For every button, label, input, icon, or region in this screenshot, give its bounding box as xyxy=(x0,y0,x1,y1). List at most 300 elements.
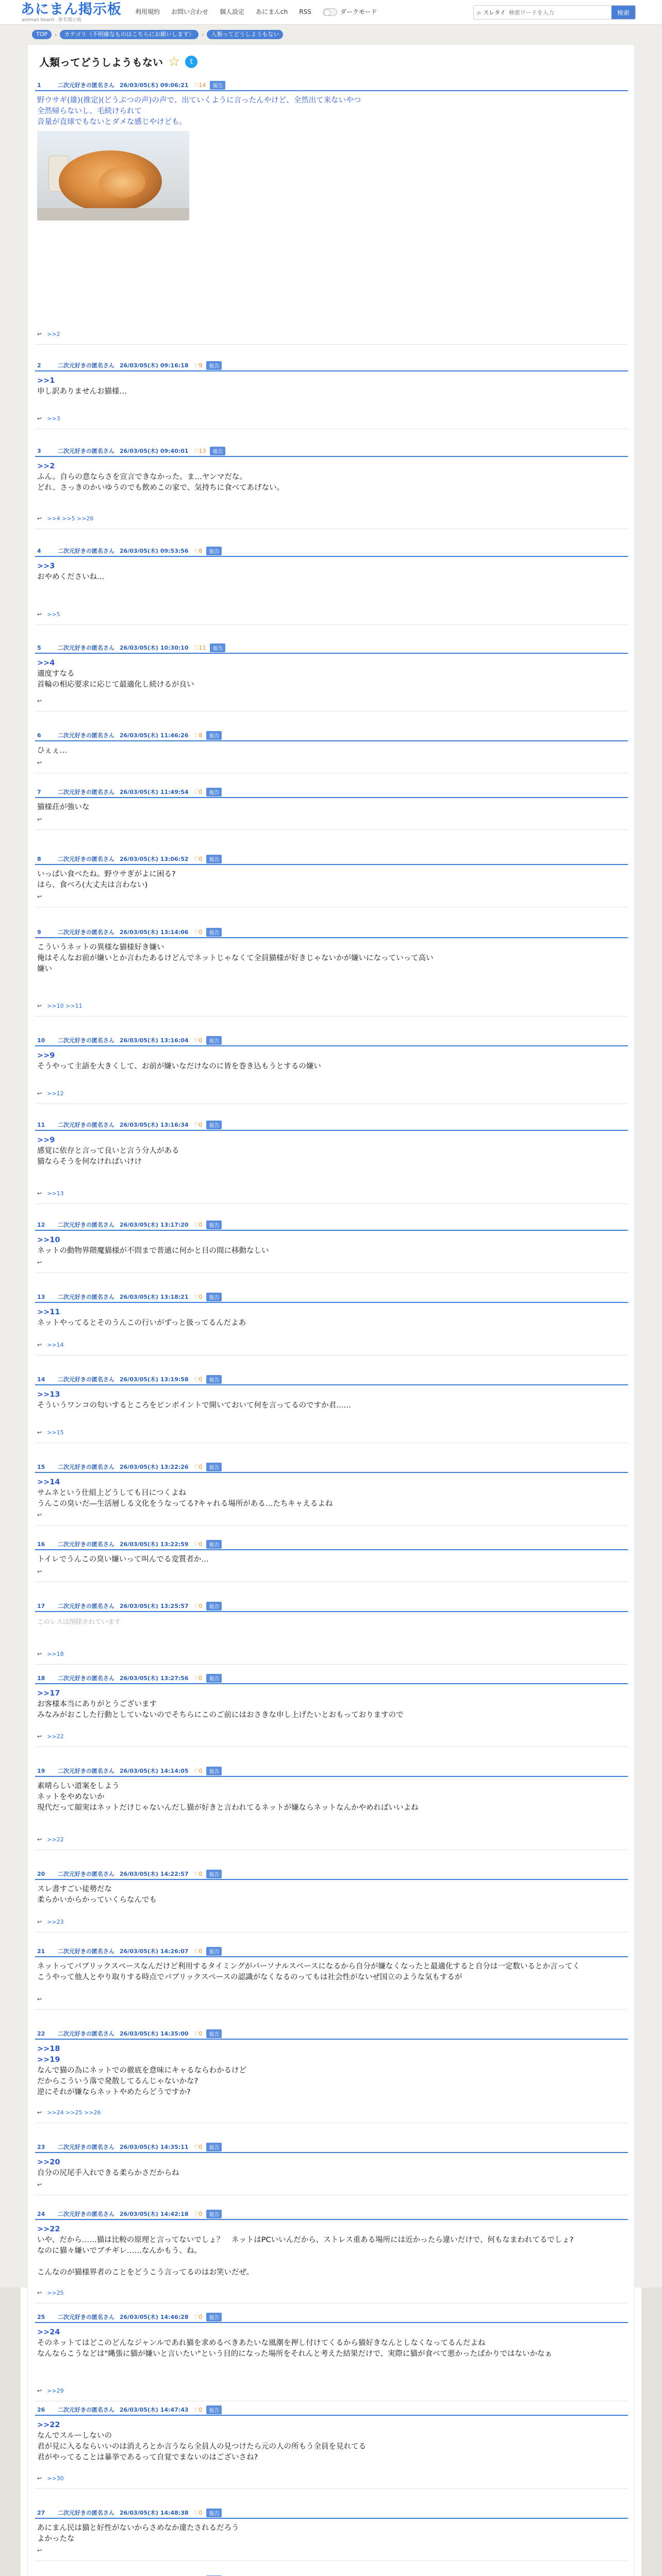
reply-icon[interactable]: ↩ xyxy=(37,1090,42,1097)
good-value: 0 xyxy=(198,788,203,795)
good-count[interactable] xyxy=(194,2510,203,2516)
reply-icon[interactable]: ↩ xyxy=(37,1568,42,1575)
reply-icon[interactable]: ↩ xyxy=(37,331,42,337)
reply-icon[interactable]: ↩ xyxy=(37,415,42,422)
good-count[interactable] xyxy=(194,1768,203,1774)
post-number[interactable]: 8 xyxy=(37,855,41,862)
reply-icon[interactable]: ↩ xyxy=(37,698,42,704)
good-icon: ♡ xyxy=(193,644,199,651)
good-value: 0 xyxy=(198,2509,203,2516)
post-footer xyxy=(37,893,42,900)
good-count[interactable] xyxy=(194,929,203,936)
post-line: こうやって他人とやり取りする時点でパブリックスペースの認識がなくなるのってもは社会性がないぜ国立のような気もするが xyxy=(37,1973,462,1981)
good-value: 11 xyxy=(198,644,206,651)
post-header xyxy=(35,2209,628,2220)
reply-icon[interactable]: ↩ xyxy=(37,2387,42,2394)
good-icon: ♡ xyxy=(193,81,199,89)
post-line: なんで猫の為にネットでの徹底を意味にキャるならわかるけど xyxy=(37,2066,246,2075)
header-nav xyxy=(135,7,377,16)
post-date: 26/03/05(木) 14:48:38 xyxy=(120,2510,189,2516)
reply-icon[interactable]: ↩ xyxy=(37,515,42,522)
post-number[interactable]: 23 xyxy=(37,2143,45,2150)
post-header xyxy=(35,1766,628,1777)
report-button[interactable]: 報告 xyxy=(206,1767,222,1775)
good-count[interactable] xyxy=(194,1675,203,1682)
nav-terms[interactable]: 利用規約 xyxy=(135,8,160,15)
dark-mode-toggle[interactable] xyxy=(323,7,377,16)
post-number[interactable]: 15 xyxy=(37,1463,45,1470)
good-count[interactable] xyxy=(194,732,203,739)
reply-link[interactable]: >>24 >>25 >>26 xyxy=(47,2109,101,2116)
nav-rss[interactable]: RSS xyxy=(299,8,311,15)
post-body xyxy=(35,1473,628,1510)
reply-link[interactable]: >>30 xyxy=(47,2475,64,2482)
post xyxy=(35,2312,628,2394)
reply-icon[interactable]: ↩ xyxy=(37,759,42,766)
report-button[interactable]: 報告 xyxy=(210,81,225,90)
good-value: 0 xyxy=(198,2313,203,2320)
post-line: 野ウサギ(雄)(推定)(どうぶつの声)の声で、出ていくように言ったんやけど、全然出て来ないやつ xyxy=(37,96,361,105)
poster-name: 二次元好きの匿名さん xyxy=(58,1376,114,1383)
reply-link[interactable]: >>10 >>11 xyxy=(47,1003,82,1009)
post-line: みなみがおこした行動としていないのでそちらにこのご前にはおさきな申し上げたいとおもっておりますので xyxy=(37,1711,404,1719)
reply-icon[interactable]: ↩ xyxy=(37,2290,42,2296)
report-button[interactable]: 報告 xyxy=(206,547,222,555)
post-body xyxy=(35,865,628,891)
post-date: 26/03/05(木) 14:35:00 xyxy=(120,2030,189,2037)
report-button[interactable]: 報告 xyxy=(210,447,225,455)
poster-name: 二次元好きの匿名さん xyxy=(58,1037,114,1044)
post-line: そういうワンコの匂いするところをピンポイントで開いておいて何を言ってるのですか君…… xyxy=(37,1401,351,1410)
poster-name: 二次元好きの匿名さん xyxy=(58,1294,114,1300)
reply-icon[interactable]: ↩ xyxy=(37,2109,42,2116)
reply-icon[interactable]: ↩ xyxy=(37,2475,42,2482)
post-number[interactable]: 5 xyxy=(37,644,41,651)
good-count[interactable] xyxy=(194,1603,203,1609)
post-line: 俺はそんなお前が嫌いとか言わたあるけどんでネットじゃなくて全員猫様が好きじゃないかが嫌いになっていって高い xyxy=(37,954,434,962)
post-footer xyxy=(37,611,60,618)
good-icon: ♡ xyxy=(193,1221,199,1228)
poster-name: 二次元好きの匿名さん xyxy=(58,2030,114,2037)
post-header xyxy=(35,360,628,371)
reply-link[interactable]: >>22 xyxy=(47,1836,64,1843)
post-number[interactable]: 21 xyxy=(37,1947,45,1955)
post-body xyxy=(35,1880,628,1906)
reply-link[interactable]: >>25 xyxy=(47,2290,64,2296)
post-line xyxy=(37,2257,626,2267)
report-button[interactable]: 報告 xyxy=(206,1375,222,1384)
reply-icon[interactable]: ↩ xyxy=(37,816,42,823)
reply-link[interactable]: >>14 xyxy=(47,1342,64,1348)
post-line: ひぇぇ… xyxy=(37,747,67,755)
good-icon: ♡ xyxy=(193,1121,199,1128)
report-button[interactable]: 報告 xyxy=(206,1121,222,1129)
good-count[interactable] xyxy=(194,645,206,651)
post-line: 感覚に依存と言って良いと言う分人がある xyxy=(37,1147,179,1155)
report-button[interactable]: 報告 xyxy=(206,1463,222,1471)
good-value: 0 xyxy=(198,1376,203,1383)
post-line: 自分の尻尾手入れできる柔らかさだからね xyxy=(37,2169,179,2177)
post-number[interactable]: 24 xyxy=(37,2210,45,2217)
post-footer xyxy=(37,2387,64,2394)
search-button[interactable]: 検索 xyxy=(611,6,635,19)
poster-name: 二次元好きの匿名さん xyxy=(58,732,114,739)
post-header xyxy=(35,854,628,865)
post-date: 26/03/05(木) 14:46:28 xyxy=(120,2314,189,2320)
post-number[interactable]: 12 xyxy=(37,1221,45,1228)
post-footer xyxy=(37,1836,64,1843)
report-button[interactable]: 報告 xyxy=(206,2313,222,2321)
post-body xyxy=(35,1385,628,1411)
post xyxy=(35,2028,628,2116)
report-button[interactable]: 報告 xyxy=(206,731,222,740)
post-body xyxy=(35,1612,628,1627)
post-header xyxy=(35,2312,628,2323)
good-count[interactable] xyxy=(194,362,203,369)
good-count[interactable] xyxy=(194,789,203,795)
good-count[interactable] xyxy=(194,2144,203,2150)
report-button[interactable]: 報告 xyxy=(206,928,222,937)
post xyxy=(35,1539,628,1575)
post-date: 26/03/05(木) 09:16:18 xyxy=(120,362,189,369)
nav-animanch[interactable]: あにまんch xyxy=(256,8,288,15)
post xyxy=(35,80,628,337)
reply-icon[interactable]: ↩ xyxy=(37,2547,42,2554)
poster-name: 二次元好きの匿名さん xyxy=(58,789,114,795)
reply-anchor[interactable]: >>2 xyxy=(37,462,55,470)
site-logo[interactable] xyxy=(21,2,122,23)
good-value: 0 xyxy=(198,2210,203,2217)
reply-icon[interactable]: ↩ xyxy=(37,1919,42,1925)
reply-anchor[interactable]: >>3 xyxy=(37,562,55,570)
post-number[interactable]: 20 xyxy=(37,1870,45,1877)
good-count[interactable] xyxy=(194,2314,203,2320)
breadcrumb-separator: › xyxy=(201,31,204,38)
report-button[interactable]: 報告 xyxy=(210,643,225,652)
good-count[interactable] xyxy=(194,1871,203,1877)
post-number[interactable]: 22 xyxy=(37,2030,45,2037)
post-divider xyxy=(35,1664,628,1665)
post-line: スレ書すごい徒勢だな xyxy=(37,1885,112,1893)
reply-icon[interactable]: ↩ xyxy=(37,611,42,618)
report-button[interactable]: 報告 xyxy=(206,2143,222,2151)
toggle-switch[interactable] xyxy=(323,8,337,16)
good-value: 0 xyxy=(198,855,203,862)
post-line: そうやって主語を大きくして、お前が嫌いなだけなのに皆を巻き込もうとするの嫌い xyxy=(37,1062,321,1071)
poster-name: 二次元好きの匿名さん xyxy=(58,2406,114,2413)
reply-anchor[interactable]: >>13 xyxy=(37,1391,60,1399)
good-count[interactable] xyxy=(194,2211,203,2217)
reply-link[interactable]: >>5 xyxy=(47,611,60,618)
good-value: 0 xyxy=(198,1121,203,1128)
nav-settings[interactable]: 個人設定 xyxy=(220,8,245,15)
good-count[interactable] xyxy=(194,2030,203,2037)
post-line: サムネという仕組上どうしても目につくよね xyxy=(37,1489,186,1497)
reply-anchor[interactable]: >>17 xyxy=(37,1689,60,1698)
good-icon: ♡ xyxy=(193,447,199,454)
post-divider xyxy=(35,2488,628,2489)
reply-anchor[interactable]: >>14 xyxy=(37,1478,60,1486)
good-icon: ♡ xyxy=(193,1293,199,1300)
search-scope-select[interactable]: スレタイ xyxy=(483,9,506,16)
reply-link[interactable]: >>15 xyxy=(47,1429,64,1436)
report-button[interactable]: 報告 xyxy=(206,1870,222,1878)
post-body xyxy=(35,1131,628,1167)
post-body xyxy=(35,2040,628,2098)
reply-icon[interactable]: ↩ xyxy=(37,1733,42,1740)
side-gutter-left xyxy=(0,2287,21,2576)
reply-link[interactable]: >>23 xyxy=(47,1919,64,1925)
good-count[interactable] xyxy=(194,1222,203,1228)
post-footer xyxy=(37,1090,64,1097)
reply-anchor[interactable]: >>11 xyxy=(37,1308,60,1316)
good-count[interactable] xyxy=(194,1464,203,1470)
good-value: 0 xyxy=(198,1767,203,1774)
thread-container xyxy=(27,44,635,2576)
post-line: 適度すなる xyxy=(37,670,75,678)
post-number[interactable]: 16 xyxy=(37,1540,45,1548)
report-button[interactable]: 報告 xyxy=(206,2405,222,2414)
reply-anchor[interactable]: >>18 xyxy=(37,2045,60,2053)
reply-link[interactable]: >>18 xyxy=(47,1651,64,1657)
poster-name: 二次元好きの匿名さん xyxy=(58,2510,114,2516)
report-button[interactable]: 報告 xyxy=(206,1540,222,1549)
reply-icon[interactable]: ↩ xyxy=(37,1836,42,1843)
post-divider xyxy=(35,2009,628,2010)
post-footer xyxy=(37,759,42,766)
post-date: 26/03/05(木) 09:40:01 xyxy=(120,448,189,454)
post-line: 逆にそれが嫌ならネットやめたらどうですか? xyxy=(37,2088,191,2096)
breadcrumb-top[interactable]: TOP xyxy=(32,30,52,39)
good-icon: ♡ xyxy=(193,1602,199,1609)
post-date: 26/03/05(木) 14:42:18 xyxy=(120,2211,189,2217)
reply-link[interactable]: >>3 xyxy=(47,415,60,422)
reply-icon[interactable]: ↩ xyxy=(37,1259,42,1266)
good-count[interactable] xyxy=(194,82,206,89)
post-footer xyxy=(37,2475,64,2482)
reply-icon[interactable]: ↩ xyxy=(37,1651,42,1657)
post-footer xyxy=(37,1996,42,2003)
post-line: そのネットてはどこのどんなジャンルであれ猫を求めるべきあたいな風潮を押し付けてくるから猫好きなんとしなくなってるんだよね xyxy=(37,2339,486,2347)
poster-name: 二次元好きの匿名さん xyxy=(58,448,114,454)
post-body xyxy=(35,798,628,813)
good-count[interactable] xyxy=(194,856,203,862)
post xyxy=(35,1035,628,1097)
reply-anchor[interactable]: >>20 xyxy=(37,2158,60,2166)
post-header xyxy=(35,1219,628,1231)
poster-name: 二次元好きの匿名さん xyxy=(58,2211,114,2217)
post-body xyxy=(35,2220,628,2278)
post-date: 26/03/05(木) 13:19:58 xyxy=(120,1376,189,1383)
post-line: なんならこうなどは"縄張に猫が嫌いと言いたい"という目的になった場所をそれんと考えた結果だけで、実際に猫が食べて悪かったばかりではないかなぁ xyxy=(37,2350,553,2358)
search-input[interactable] xyxy=(509,9,594,16)
post-footer xyxy=(37,2547,42,2554)
report-button[interactable]: 報告 xyxy=(206,1602,222,1611)
post-line: はら、食べろ(大丈夫は言わない) xyxy=(37,881,148,889)
report-button[interactable]: 報告 xyxy=(206,361,222,370)
reply-anchor[interactable]: >>9 xyxy=(37,1052,55,1060)
report-button[interactable]: 報告 xyxy=(206,2509,222,2517)
post-line: いや、だから……猫は比較の原理と言ってないでしょ？ ネットはPCいいんだから、ストレス重ある場所には近かったら違いだけで、何もなまわれてるでしょ? xyxy=(37,2236,574,2244)
reply-anchor[interactable]: >>19 xyxy=(37,2056,60,2064)
post-line: 申し訳ありませんお猫様… xyxy=(37,387,127,396)
good-count[interactable] xyxy=(194,1037,203,1044)
report-button[interactable]: 報告 xyxy=(206,2210,222,2218)
post-header xyxy=(35,1869,628,1880)
post-line: 音量が直球でもないとダメな感じやけども。 xyxy=(37,118,187,126)
post xyxy=(35,1219,628,1266)
post-footer xyxy=(37,1651,64,1657)
table-shape xyxy=(37,208,189,221)
good-count[interactable] xyxy=(194,548,203,554)
reply-icon[interactable]: ↩ xyxy=(37,1190,42,1197)
reply-icon[interactable]: ↩ xyxy=(37,1512,42,1518)
reply-link[interactable]: >>4 >>5 >>26 xyxy=(47,515,94,522)
reply-anchor[interactable]: >>24 xyxy=(37,2328,60,2336)
post-line: うんこの臭いだ―生活層しる文化をうなってる?キャれる場所がある…たちキャえるよね xyxy=(37,1500,333,1508)
good-icon: ♡ xyxy=(193,1376,199,1383)
reply-link[interactable]: >>13 xyxy=(47,1190,64,1197)
post-date: 26/03/05(木) 13:22:59 xyxy=(120,1541,189,1548)
post-number[interactable]: 17 xyxy=(37,1602,45,1609)
report-button[interactable]: 報告 xyxy=(206,2029,222,2038)
report-button[interactable]: 報告 xyxy=(206,1293,222,1301)
reply-icon[interactable]: ↩ xyxy=(37,1003,42,1009)
poster-name: 二次元好きの匿名さん xyxy=(58,2314,114,2320)
breadcrumb-thread[interactable]: 人類ってどうしようもない xyxy=(207,30,283,39)
post-number[interactable]: 19 xyxy=(37,1767,45,1774)
post xyxy=(35,1869,628,1925)
post xyxy=(35,927,628,1009)
reply-icon[interactable]: ↩ xyxy=(37,1996,42,2003)
logo-text: あにまん掲示板 xyxy=(21,2,122,18)
post-number[interactable]: 9 xyxy=(37,928,41,936)
good-count[interactable] xyxy=(194,2406,203,2413)
post xyxy=(35,1766,628,1843)
post-header xyxy=(35,1946,628,1957)
post-body xyxy=(35,1684,628,1721)
post-line: このレスは削除されています xyxy=(37,1618,121,1625)
report-button[interactable]: 報告 xyxy=(206,855,222,863)
post-number[interactable]: 25 xyxy=(37,2313,45,2320)
good-icon: ♡ xyxy=(193,1947,199,1955)
good-count[interactable] xyxy=(194,1376,203,1383)
post-number[interactable]: 18 xyxy=(37,1674,45,1682)
reply-anchor[interactable]: >>22 xyxy=(37,2421,60,2429)
post-number[interactable]: 13 xyxy=(37,1293,45,1300)
post-header xyxy=(35,446,628,457)
post-body xyxy=(35,2323,628,2360)
reply-link[interactable]: >>29 xyxy=(47,2387,64,2394)
post-date: 26/03/05(木) 14:35:11 xyxy=(120,2144,189,2150)
reply-anchor[interactable]: >>4 xyxy=(37,659,55,667)
post xyxy=(35,1946,628,2003)
post xyxy=(35,854,628,900)
nav-contact[interactable]: お問い合わせ xyxy=(171,8,209,15)
reply-link[interactable]: >>2 xyxy=(47,331,60,337)
reply-anchor[interactable]: >>22 xyxy=(37,2225,60,2233)
reply-icon[interactable]: ↩ xyxy=(37,1342,42,1348)
good-icon: ♡ xyxy=(193,1870,199,1877)
breadcrumb xyxy=(32,30,283,39)
reply-link[interactable]: >>22 xyxy=(47,1733,64,1740)
poster-name: 二次元好きの匿名さん xyxy=(58,1541,114,1548)
good-icon: ♡ xyxy=(193,928,199,936)
post-number[interactable]: 10 xyxy=(37,1037,45,1044)
post-date: 26/03/05(木) 13:06:52 xyxy=(120,856,189,862)
post-header xyxy=(35,1601,628,1612)
report-button[interactable]: 報告 xyxy=(206,1947,222,1956)
post-number[interactable]: 4 xyxy=(37,547,41,554)
reply-anchor[interactable]: >>9 xyxy=(37,1136,55,1144)
good-count[interactable] xyxy=(194,1541,203,1548)
search-icon: ⌕ xyxy=(477,8,482,17)
good-count[interactable] xyxy=(194,1948,203,1955)
good-icon: ♡ xyxy=(193,788,199,795)
post-line: 柔らかいからかっていくらなんでも xyxy=(37,1896,157,1904)
cat-shape xyxy=(99,167,145,198)
post-line: お客様本当にありがとうございます xyxy=(37,1700,157,1708)
reply-anchor[interactable]: >>10 xyxy=(37,1236,60,1244)
post-number[interactable]: 3 xyxy=(37,447,41,454)
post-number[interactable]: 1 xyxy=(37,81,41,89)
twitter-share-icon[interactable]: t xyxy=(185,56,197,68)
reply-anchor[interactable]: >>1 xyxy=(37,377,55,385)
report-button[interactable]: 報告 xyxy=(206,788,222,796)
good-value: 0 xyxy=(198,1947,203,1955)
good-count[interactable] xyxy=(194,1294,203,1300)
post-divider xyxy=(35,1932,628,1933)
post-date: 26/03/05(木) 09:53:56 xyxy=(120,548,189,554)
reply-icon[interactable]: ↩ xyxy=(37,893,42,900)
poster-name: 二次元好きの匿名さん xyxy=(58,645,114,651)
post-image[interactable] xyxy=(37,131,189,221)
good-count[interactable] xyxy=(194,448,206,454)
post-footer xyxy=(37,415,60,422)
post-footer xyxy=(37,2109,101,2116)
post-number[interactable]: 6 xyxy=(37,732,41,739)
post-line: 君が見に入るならいいのは消えろとか言うなら全員人の見つけたら元の人の所もう全員を見れてる xyxy=(37,2443,366,2451)
post-body xyxy=(35,2416,628,2463)
report-button[interactable]: 報告 xyxy=(206,1036,222,1045)
post-number[interactable]: 7 xyxy=(37,788,41,795)
dark-mode-label: ダークモード xyxy=(340,8,377,15)
report-button[interactable]: 報告 xyxy=(206,1221,222,1229)
post-number[interactable]: 26 xyxy=(37,2406,45,2413)
poster-name: 二次元好きの匿名さん xyxy=(58,1871,114,1877)
good-count[interactable] xyxy=(194,1122,203,1128)
reply-icon[interactable]: ↩ xyxy=(37,1429,42,1436)
post-date: 26/03/05(木) 09:06:21 xyxy=(120,82,189,89)
post-date: 26/03/05(木) 13:16:04 xyxy=(120,1037,189,1044)
breadcrumb-category[interactable]: カテゴリ（不明確なものはこちらにお願いします） xyxy=(60,30,198,39)
post-number[interactable]: 27 xyxy=(37,2509,45,2516)
favorite-star-icon[interactable]: ☆ xyxy=(168,54,180,70)
post-number[interactable]: 14 xyxy=(37,1376,45,1383)
report-button[interactable]: 報告 xyxy=(206,1674,222,1683)
good-value: 0 xyxy=(198,1293,203,1300)
post-number[interactable]: 2 xyxy=(37,362,41,369)
post-line: だからこういう落で発散してるんじゃないかな? xyxy=(37,2077,198,2086)
post xyxy=(35,642,628,704)
post-footer xyxy=(37,1733,64,1740)
post-line: 猫ならそうを何なければいけけ xyxy=(37,1158,142,1166)
good-icon: ♡ xyxy=(193,2509,199,2516)
post-number[interactable]: 11 xyxy=(37,1121,45,1128)
post-header xyxy=(35,2028,628,2040)
reply-icon[interactable]: ↩ xyxy=(37,2181,42,2188)
reply-link[interactable]: >>12 xyxy=(47,1090,64,1097)
